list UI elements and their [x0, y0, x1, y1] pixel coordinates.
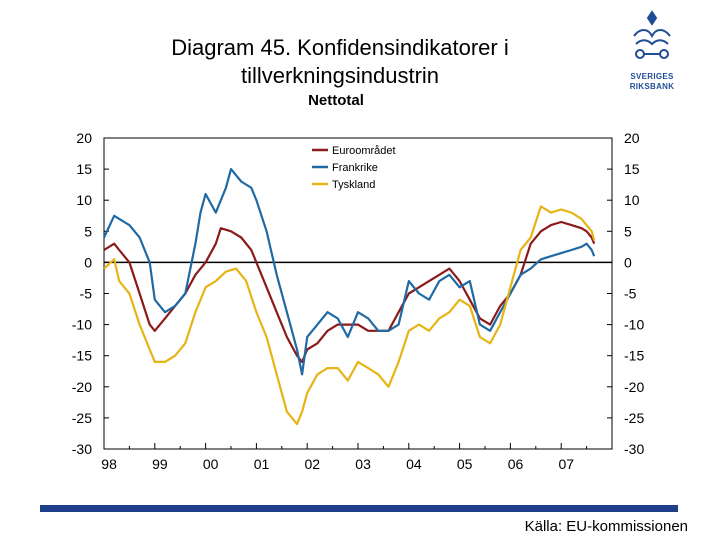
x-tick-label: 06	[507, 456, 524, 472]
chart-title: Diagram 45. Konfidensindikatorer i tillverkningsindustrin	[171, 35, 509, 88]
y-tick-label-left: 0	[84, 254, 92, 271]
y-tick-label-right: 10	[624, 192, 640, 209]
logo-text-line2: RIKSBANK	[629, 82, 675, 91]
legend-label: Frankrike	[332, 162, 378, 174]
x-tick-label: 98	[101, 456, 117, 472]
series-line-euroomrdet	[104, 222, 594, 362]
y-tick-label-left: -10	[71, 316, 92, 333]
footer-bar	[40, 505, 678, 512]
x-tick-label: 04	[406, 456, 422, 472]
legend-label: Tyskland	[332, 179, 376, 191]
chart-subtitle: Nettotal	[308, 92, 364, 109]
y-tick-label-left: -15	[71, 347, 92, 364]
x-tick-label: 05	[456, 456, 473, 472]
y-tick-label-left: 10	[76, 192, 92, 209]
legend-label: Euroområdet	[332, 145, 396, 157]
x-tick-label: 07	[558, 456, 575, 472]
y-tick-label-right: -10	[624, 316, 645, 333]
x-tick-label: 01	[253, 456, 270, 472]
y-tick-label-right: -15	[624, 347, 645, 364]
x-tick-label: 99	[152, 456, 168, 472]
x-tick-label: 02	[304, 456, 321, 472]
y-tick-label-left: -20	[71, 378, 92, 395]
y-tick-label-right: 15	[624, 161, 640, 178]
y-tick-label-right: -20	[624, 378, 645, 395]
logo-text-line1: SVERIGES	[630, 72, 674, 81]
y-tick-label-right: 20	[624, 130, 640, 146]
chart-legend	[312, 145, 396, 191]
y-tick-label-left: -5	[79, 285, 92, 302]
y-tick-label-right: 0	[624, 254, 632, 271]
y-tick-label-right: -30	[624, 441, 645, 457]
y-tick-label-left: -30	[71, 441, 92, 457]
y-tick-label-right: 5	[624, 223, 632, 240]
y-tick-label-right: -5	[624, 285, 637, 302]
chart-lines	[104, 169, 594, 424]
y-tick-label-left: 5	[84, 223, 92, 240]
x-tick-label: 00	[202, 456, 219, 472]
x-tick-label: 03	[355, 456, 371, 472]
y-tick-label-right: -25	[624, 409, 645, 426]
source-note: Källa: EU-kommissionen	[524, 518, 688, 535]
y-tick-label-left: 15	[76, 161, 92, 178]
y-tick-label-left: 20	[76, 130, 92, 146]
y-tick-label-left: -25	[71, 409, 92, 426]
series-line-tyskland	[104, 206, 594, 424]
